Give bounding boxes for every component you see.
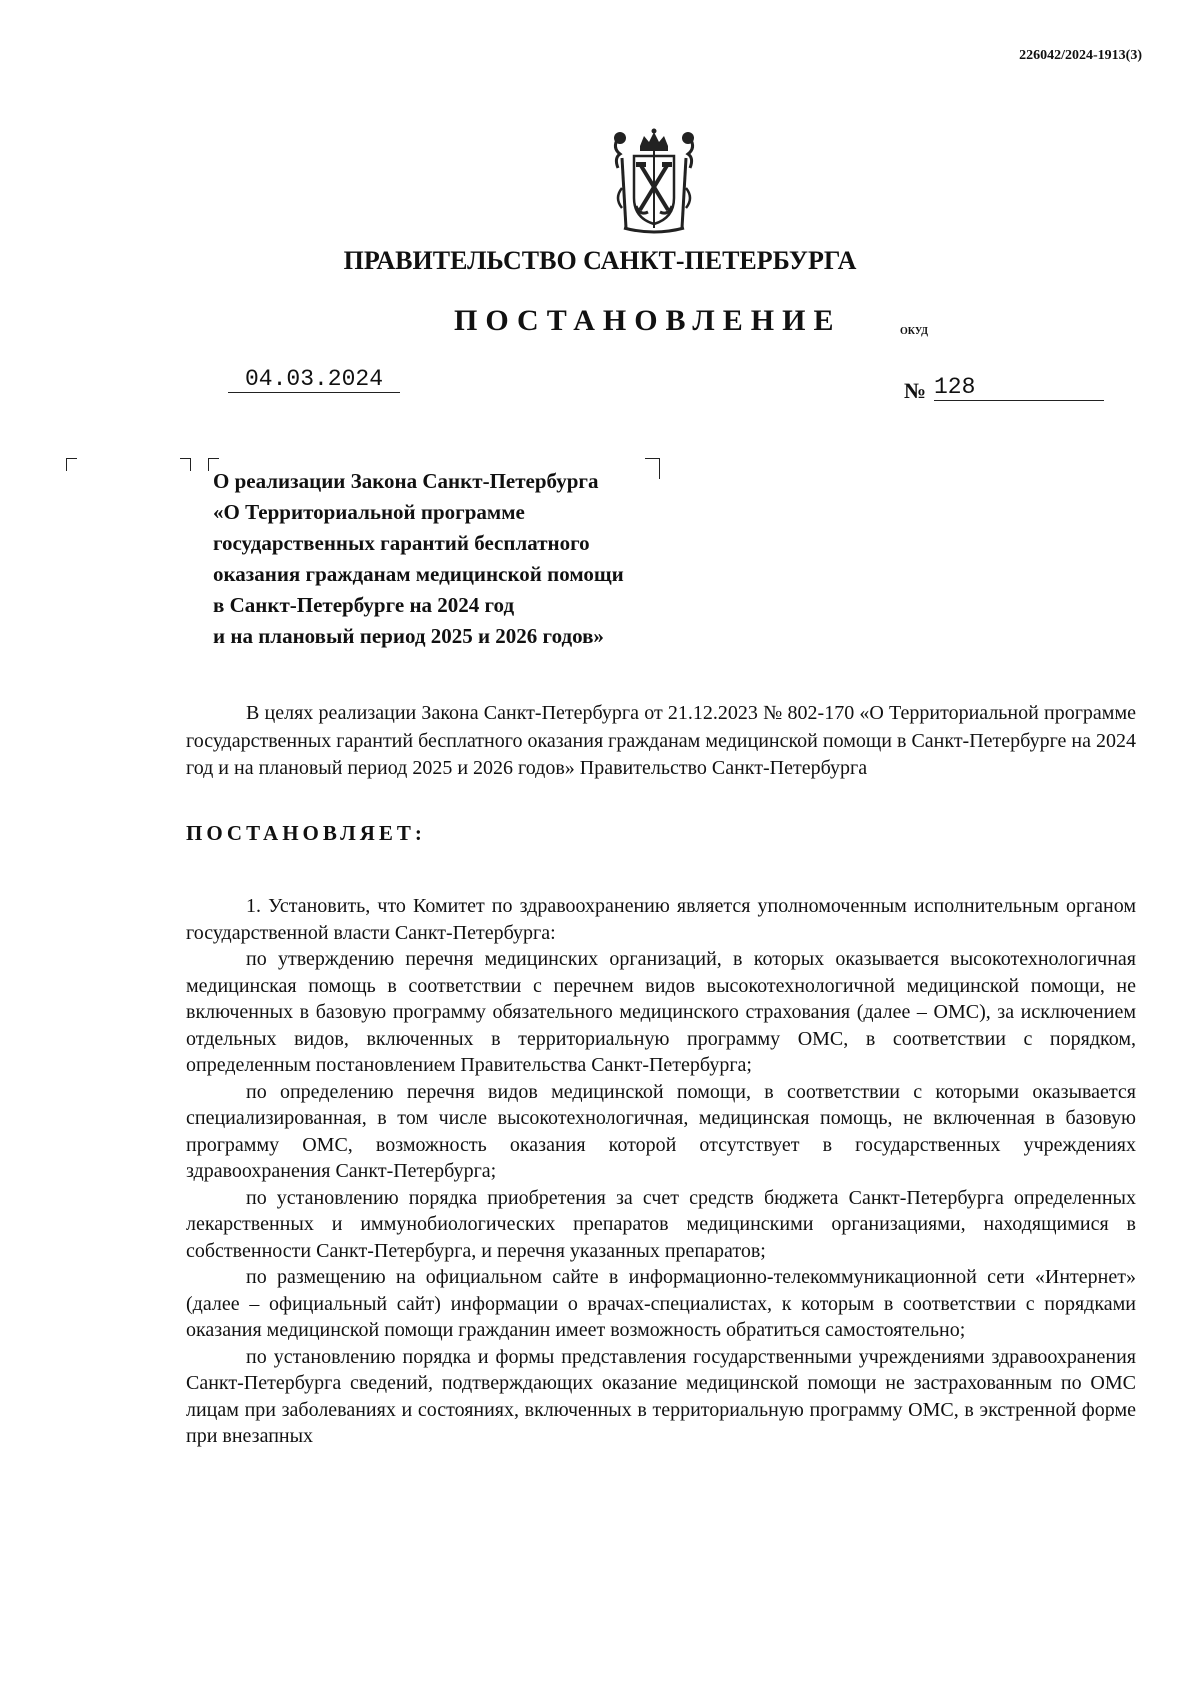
decree-heading: ПОСТАНОВЛЯЕТ:: [186, 821, 426, 845]
body-paragraph: 1. Установить, что Комитет по здравоохранению является уполномоченным исполнительным органом государственной власти Санкт-Петербурга:: [186, 895, 1136, 944]
document-date: 04.03.2024: [244, 366, 384, 392]
subject-line: государственных гарантий бесплатного: [213, 531, 590, 555]
subject-line: в Санкт-Петербурге на 2024 год: [213, 593, 515, 617]
preamble-paragraph: В целях реализации Закона Санкт-Петербурга от 21.12.2023 № 802-170 «О Территориальной программе государственных гарантий бесплатного оказания гражданам медицинской помощи в Санкт-Петербурге на 2024 год и на плановый период 2025 и 2026 годов» Правительство Санкт-Петербурга: [186, 702, 1136, 779]
body-paragraph: по определению перечня видов медицинской помощи, в соответствии с которыми оказывается специализированная, в том числе высокотехнологичная, медицинская помощь, не включенная в базовую программу ОМС, возможность оказания которой отсутствует в государственных учреждениях здравоохранения Санкт-Петербурга;: [186, 1080, 1136, 1182]
corner-mark: [66, 458, 77, 471]
document-subject: [213, 466, 733, 652]
document-body: [186, 893, 1136, 1450]
body-paragraph: по утверждению перечня медицинских организаций, в которых оказывается высокотехнологичная медицинская помощь в соответствии с перечнем видов высокотехнологичной медицинской помощи, не включенных в базовую программу обязательного медицинского страхования (далее – ОМС), за исключением отдельных видов, включенных в территориальную программу ОМС, в соответствии с порядком, определенным постановлением Правительства Санкт-Петербурга;: [186, 948, 1136, 1076]
coat-of-arms-icon: [604, 128, 704, 236]
government-title: ПРАВИТЕЛЬСТВО САНКТ-ПЕТЕРБУРГА: [343, 246, 857, 275]
document-number: 128: [934, 374, 976, 400]
document-code: 226042/2024-1913(3): [1019, 48, 1142, 63]
okud-label: ОКУД: [900, 326, 929, 337]
subject-line: оказания гражданам медицинской помощи: [213, 562, 624, 586]
number-field: [934, 374, 1104, 401]
body-paragraph: по размещению на официальном сайте в информационно-телекоммуникационной сети «Интернет» (далее – официальный сайт) информации о врачах-специалистах, к которым в соответствии с порядками оказания медицинской помощи гражданин имеет возможность обратиться самостоятельно;: [186, 1266, 1136, 1341]
subject-line: «О Территориальной программе: [213, 500, 525, 524]
corner-mark: [180, 458, 191, 471]
date-field: [228, 366, 400, 393]
body-paragraph: по установлению порядка и формы представления государственными учреждениями здравоохранения Санкт-Петербурга сведений, подтверждающих оказание медицинской помощи не застрахованным по ОМС лицам при заболеваниях и состояниях, включенных в территориальную программу ОМС, в экстренной форме при внезапных: [186, 1345, 1136, 1447]
number-sign: №: [904, 378, 927, 403]
document-type: ПОСТАНОВЛЕНИЕ: [454, 304, 842, 337]
body-paragraph: по установлению порядка приобретения за счет средств бюджета Санкт-Петербурга определенных лекарственных и иммунобиологических препаратов медицинскими организациями, находящимися в собственности Санкт-Петербурга, и перечня указанных препаратов;: [186, 1186, 1136, 1262]
subject-line: О реализации Закона Санкт-Петербурга: [213, 469, 599, 493]
subject-line: и на плановый период 2025 и 2026 годов»: [213, 624, 604, 648]
